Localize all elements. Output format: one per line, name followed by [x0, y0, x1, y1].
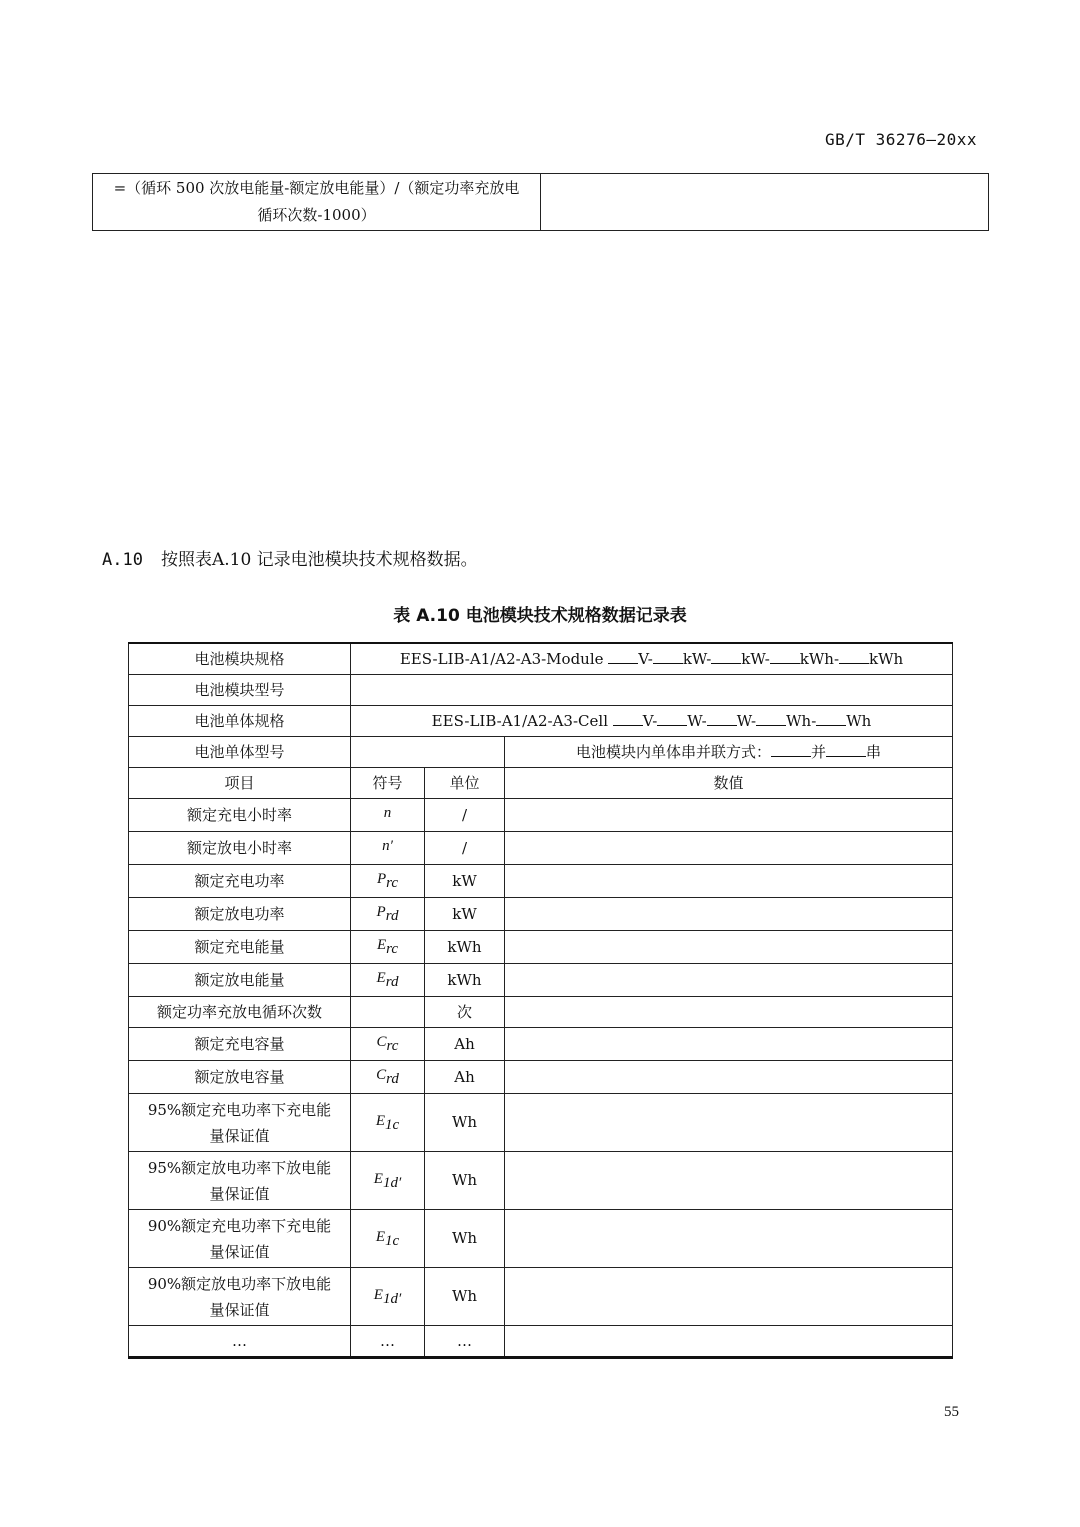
value-cell[interactable] — [505, 865, 953, 898]
symbol-cell — [351, 799, 425, 832]
table-row — [129, 1152, 953, 1210]
unit-cell: 次 — [425, 997, 505, 1028]
item-cell: 额定放电容量 — [129, 1061, 351, 1094]
item-cell: 额定放电小时率 — [129, 832, 351, 865]
config-label: 电池模块内单体串并联方式： — [575, 742, 771, 761]
blank-field[interactable] — [770, 649, 800, 664]
value-cell[interactable] — [505, 931, 953, 964]
header-value: 数值 — [505, 768, 953, 799]
symbol-subscript: rc — [386, 875, 399, 891]
item-line-1: 95%额定充电功率下充电能 — [147, 1100, 332, 1119]
header-unit: 单位 — [425, 768, 505, 799]
item-line-2: 量保证值 — [209, 1242, 270, 1261]
symbol-cell — [351, 1028, 425, 1061]
symbol-subscript: 1d′ — [382, 1290, 402, 1307]
symbol-cell — [351, 832, 425, 865]
item-cell — [129, 1152, 351, 1210]
symbol-subscript: 1c — [385, 1232, 400, 1249]
cell-model-row — [129, 737, 953, 768]
symbol-main: E — [375, 1228, 385, 1245]
table-row — [129, 1268, 953, 1326]
unit-cell: / — [425, 799, 505, 832]
module-model-value — [351, 675, 953, 706]
page-number: 55 — [944, 1404, 959, 1420]
table-row — [129, 1061, 953, 1094]
blank-field[interactable] — [771, 742, 811, 757]
table-row — [129, 931, 953, 964]
module-spec-row — [129, 643, 953, 675]
symbol-main: P — [376, 871, 387, 887]
item-cell: 额定放电能量 — [129, 964, 351, 997]
unit-cell: kW — [425, 898, 505, 931]
table-row — [129, 898, 953, 931]
unit-cell: / — [425, 832, 505, 865]
cell-spec-value — [351, 706, 953, 737]
value-cell[interactable] — [505, 799, 953, 832]
blank-field[interactable] — [756, 711, 786, 726]
symbol-subscript: rd — [385, 908, 399, 924]
table-caption: 表 A.10 电池模块技术规格数据记录表 — [393, 606, 687, 626]
formula-line-2: 循环次数-1000） — [257, 206, 376, 224]
symbol-cell — [351, 997, 425, 1028]
ellipsis-item: … — [129, 1326, 351, 1358]
cell-model-value — [351, 737, 505, 768]
item-cell — [129, 1094, 351, 1152]
value-cell[interactable] — [505, 1061, 953, 1094]
formula-value-cell — [541, 174, 989, 231]
table-row — [129, 1028, 953, 1061]
unit-text: kWh- — [799, 649, 840, 668]
table-row — [129, 1210, 953, 1268]
unit-cell: Ah — [425, 1028, 505, 1061]
table-row — [129, 832, 953, 865]
blank-field[interactable] — [608, 649, 638, 664]
symbol-cell — [351, 1152, 425, 1210]
symbol-cell — [351, 931, 425, 964]
item-cell: 额定功率充放电循环次数 — [129, 997, 351, 1028]
unit-cell: Ah — [425, 1061, 505, 1094]
symbol-main: P — [376, 904, 386, 920]
blank-field[interactable] — [707, 711, 737, 726]
previous-table-continuation — [92, 173, 989, 231]
unit-text: Wh — [846, 711, 872, 730]
header-symbol: 符号 — [351, 768, 425, 799]
unit-cell: kW — [425, 865, 505, 898]
header-row — [129, 768, 953, 799]
formula-cell — [93, 174, 541, 231]
parallel-text: 并 — [811, 742, 827, 761]
symbol-main: n — [383, 805, 392, 821]
value-cell[interactable] — [505, 1152, 953, 1210]
item-line-2: 量保证值 — [209, 1126, 270, 1145]
symbol-subscript: rd — [386, 1071, 399, 1087]
symbol-cell — [351, 1268, 425, 1326]
ellipsis-symbol: … — [351, 1326, 425, 1358]
module-spec-table — [128, 642, 953, 1359]
symbol-subscript: 1c — [385, 1116, 400, 1133]
table-row — [129, 1094, 953, 1152]
blank-field[interactable] — [657, 711, 687, 726]
unit-text: kW- — [741, 649, 770, 668]
formula-line-1: =（循环 500 次放电能量-额定放电能量）/（额定功率充放电 — [113, 179, 520, 197]
unit-cell: kWh — [425, 964, 505, 997]
unit-cell: Wh — [425, 1152, 505, 1210]
table-row — [129, 997, 953, 1028]
ellipsis-row — [129, 1326, 953, 1358]
unit-text: kW- — [682, 649, 712, 668]
blank-field[interactable] — [653, 649, 683, 664]
module-spec-value — [351, 643, 953, 675]
series-parallel-config — [505, 737, 953, 768]
item-line-1: 90%额定放电功率下放电能 — [147, 1274, 332, 1293]
unit-text: V- — [642, 711, 658, 730]
blank-field[interactable] — [839, 649, 869, 664]
value-cell[interactable] — [505, 1210, 953, 1268]
item-cell — [129, 1210, 351, 1268]
unit-cell: Wh — [425, 1210, 505, 1268]
table-row — [129, 865, 953, 898]
item-line-2: 量保证值 — [209, 1300, 270, 1319]
standard-code-header: GB/T 36276—20xx — [825, 130, 977, 149]
item-line-1: 90%额定充电功率下充电能 — [147, 1216, 332, 1235]
symbol-subscript: rc — [386, 941, 399, 957]
symbol-main: E — [376, 970, 386, 986]
unit-cell: kWh — [425, 931, 505, 964]
section-number: A.10 — [102, 550, 143, 570]
symbol-cell — [351, 865, 425, 898]
value-cell[interactable] — [505, 1094, 953, 1152]
item-line-1: 95%额定放电功率下放电能 — [147, 1158, 332, 1177]
value-cell[interactable] — [505, 997, 953, 1028]
blank-field[interactable] — [816, 711, 846, 726]
symbol-cell — [351, 1094, 425, 1152]
ellipsis-unit: … — [425, 1326, 505, 1358]
cell-spec-prefix: EES-LIB-A1/A2-A3-Cell — [431, 711, 613, 730]
symbol-cell — [351, 964, 425, 997]
cell-spec-label: 电池单体规格 — [129, 706, 351, 737]
table-row — [129, 964, 953, 997]
unit-text: V- — [638, 649, 653, 668]
value-cell[interactable] — [505, 964, 953, 997]
value-cell[interactable] — [505, 898, 953, 931]
unit-text: Wh- — [786, 711, 817, 730]
section-heading — [102, 545, 478, 570]
module-model-label: 电池模块型号 — [129, 675, 351, 706]
section-text: 按照表A.10 记录电池模块技术规格数据。 — [160, 550, 478, 570]
symbol-main: n′ — [382, 838, 393, 854]
symbol-subscript: 1d′ — [382, 1174, 402, 1191]
symbol-main: E — [373, 1170, 383, 1187]
blank-field[interactable] — [711, 649, 741, 664]
item-line-2: 量保证值 — [209, 1184, 270, 1203]
unit-cell: Wh — [425, 1268, 505, 1326]
symbol-cell — [351, 1210, 425, 1268]
item-cell: 额定充电容量 — [129, 1028, 351, 1061]
module-model-row — [129, 675, 953, 706]
value-cell[interactable] — [505, 1268, 953, 1326]
symbol-subscript: rd — [385, 974, 399, 990]
symbol-subscript: rc — [386, 1038, 399, 1054]
symbol-cell — [351, 1061, 425, 1094]
blank-field[interactable] — [613, 711, 643, 726]
cell-spec-row — [129, 706, 953, 737]
module-spec-prefix: EES-LIB-A1/A2-A3-Module — [399, 649, 609, 668]
symbol-main: C — [376, 1067, 387, 1083]
cell-model-label: 电池单体型号 — [129, 737, 351, 768]
item-cell: 额定充电功率 — [129, 865, 351, 898]
symbol-cell — [351, 898, 425, 931]
series-text: 串 — [866, 742, 882, 761]
table-row — [129, 799, 953, 832]
item-cell — [129, 1268, 351, 1326]
ellipsis-value — [505, 1326, 953, 1358]
symbol-main: E — [373, 1286, 383, 1303]
item-cell: 额定充电能量 — [129, 931, 351, 964]
item-cell: 额定充电小时率 — [129, 799, 351, 832]
unit-text: W- — [687, 711, 707, 730]
header-item: 项目 — [129, 768, 351, 799]
unit-text: kWh — [869, 649, 904, 668]
module-spec-label: 电池模块规格 — [129, 643, 351, 675]
unit-text: W- — [736, 711, 757, 730]
symbol-main: C — [376, 1034, 387, 1050]
item-cell: 额定放电功率 — [129, 898, 351, 931]
unit-cell: Wh — [425, 1094, 505, 1152]
value-cell[interactable] — [505, 1028, 953, 1061]
blank-field[interactable] — [826, 742, 866, 757]
symbol-main: E — [376, 937, 387, 953]
symbol-main: E — [375, 1112, 385, 1129]
value-cell[interactable] — [505, 832, 953, 865]
